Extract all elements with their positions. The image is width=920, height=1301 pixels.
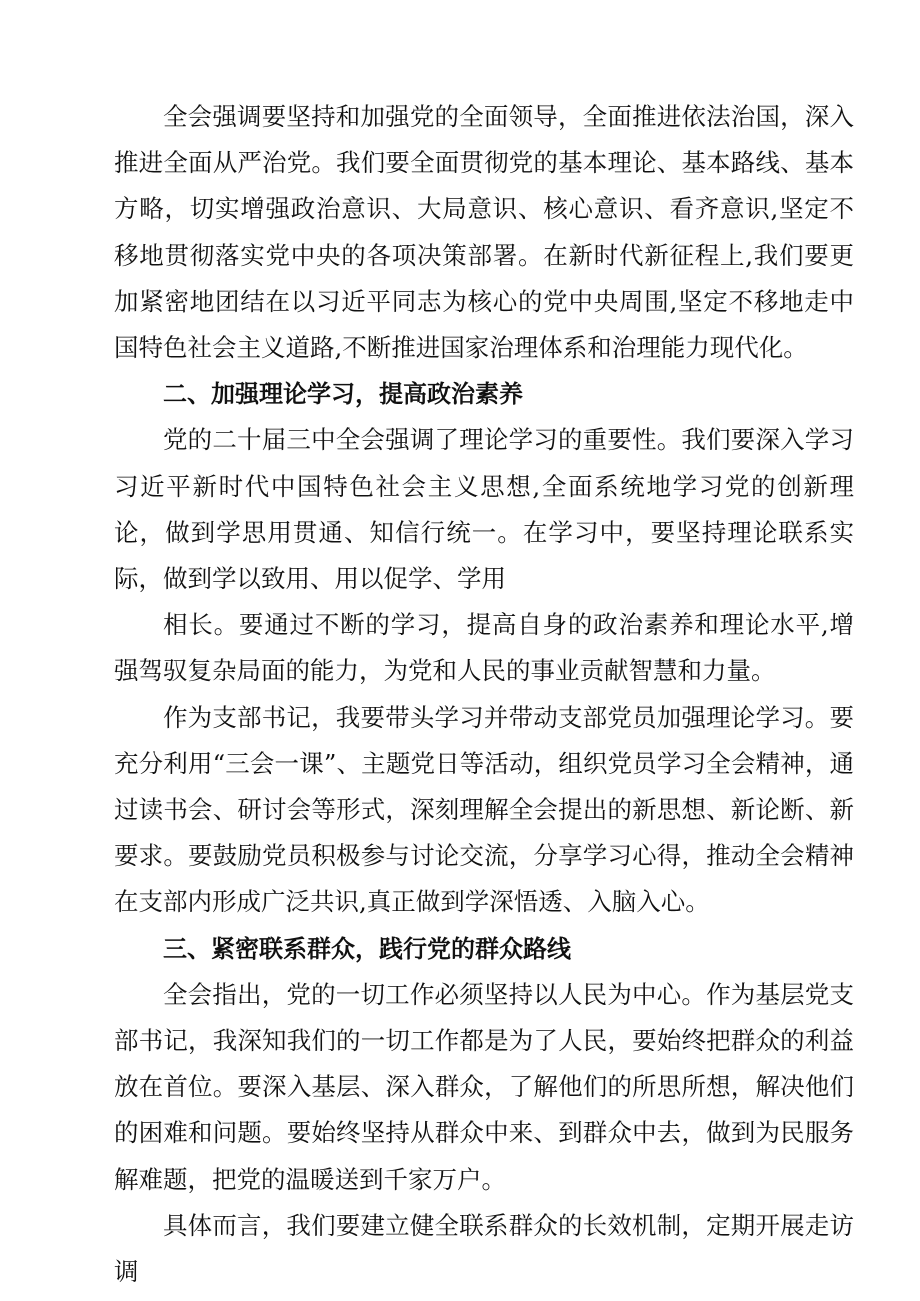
paragraph-people-centered: 全会指出，党的一切工作必须坚持以人民为中心。作为基层党支部书记，我深知我们的一切工作都是为了人民，要始终把群众的利益放在首位。要深入基层、深入群众，了解他们的所思所想，解决他们的困难和问题。要始终坚持从群众中来、到群众中去，做到为民服务解难题，把党的温暖送到千家万户。 xyxy=(114,979,854,1194)
paragraph-specific-measures: 具体而言，我们要建立健全联系群众的长效机制，定期开展走访调 xyxy=(114,1210,854,1287)
paragraph-theory-continued: 相长。要通过不断的学习，提高自身的政治素养和理论水平,增强驾驭复杂局面的能力，为党和人民的事业贡献智慧和力量。 xyxy=(114,610,854,686)
document-body xyxy=(114,94,854,1295)
paragraph-leadership: 全会强调要坚持和加强党的全面领导，全面推进依法治国，深入推进全面从严治党。我们要全面贯彻党的基本理论、基本路线、基本方略，切实增强政治意识、大局意识、核心意识、看齐意识,坚定不移地贯彻落实党中央的各项决策部署。在新时代新征程上,我们要更加紧密地团结在以习近平同志为核心的党中央周围,坚定不移地走中国特色社会主义道路,不断推进国家治理体系和治理能力现代化。 xyxy=(114,102,854,363)
paragraph-branch-secretary: 作为支部书记，我要带头学习并带动支部党员加强理论学习。要充分利用“三会一课”、主题党日等活动，组织党员学习全会精神，通过读书会、研讨会等形式，深刻理解全会提出的新思想、新论断、新要求。要鼓励党员积极参与讨论交流，分享学习心得，推动全会精神在支部内形成广泛共识,真正做到学深悟透、入脑入心。 xyxy=(114,702,854,917)
paragraph-theory-study: 党的二十届三中全会强调了理论学习的重要性。我们要深入学习习近平新时代中国特色社会主义思想,全面系统地学习党的创新理论，做到学思用贯通、知信行统一。在学习中，要坚持理论联系实际，做到学以致用、用以促学、学用 xyxy=(114,425,854,594)
section-heading-theory-study: 二、加强理论学习，提高政治素养 xyxy=(163,380,523,409)
section-heading-mass-line: 三、紧密联系群众，践行党的群众路线 xyxy=(163,934,571,963)
